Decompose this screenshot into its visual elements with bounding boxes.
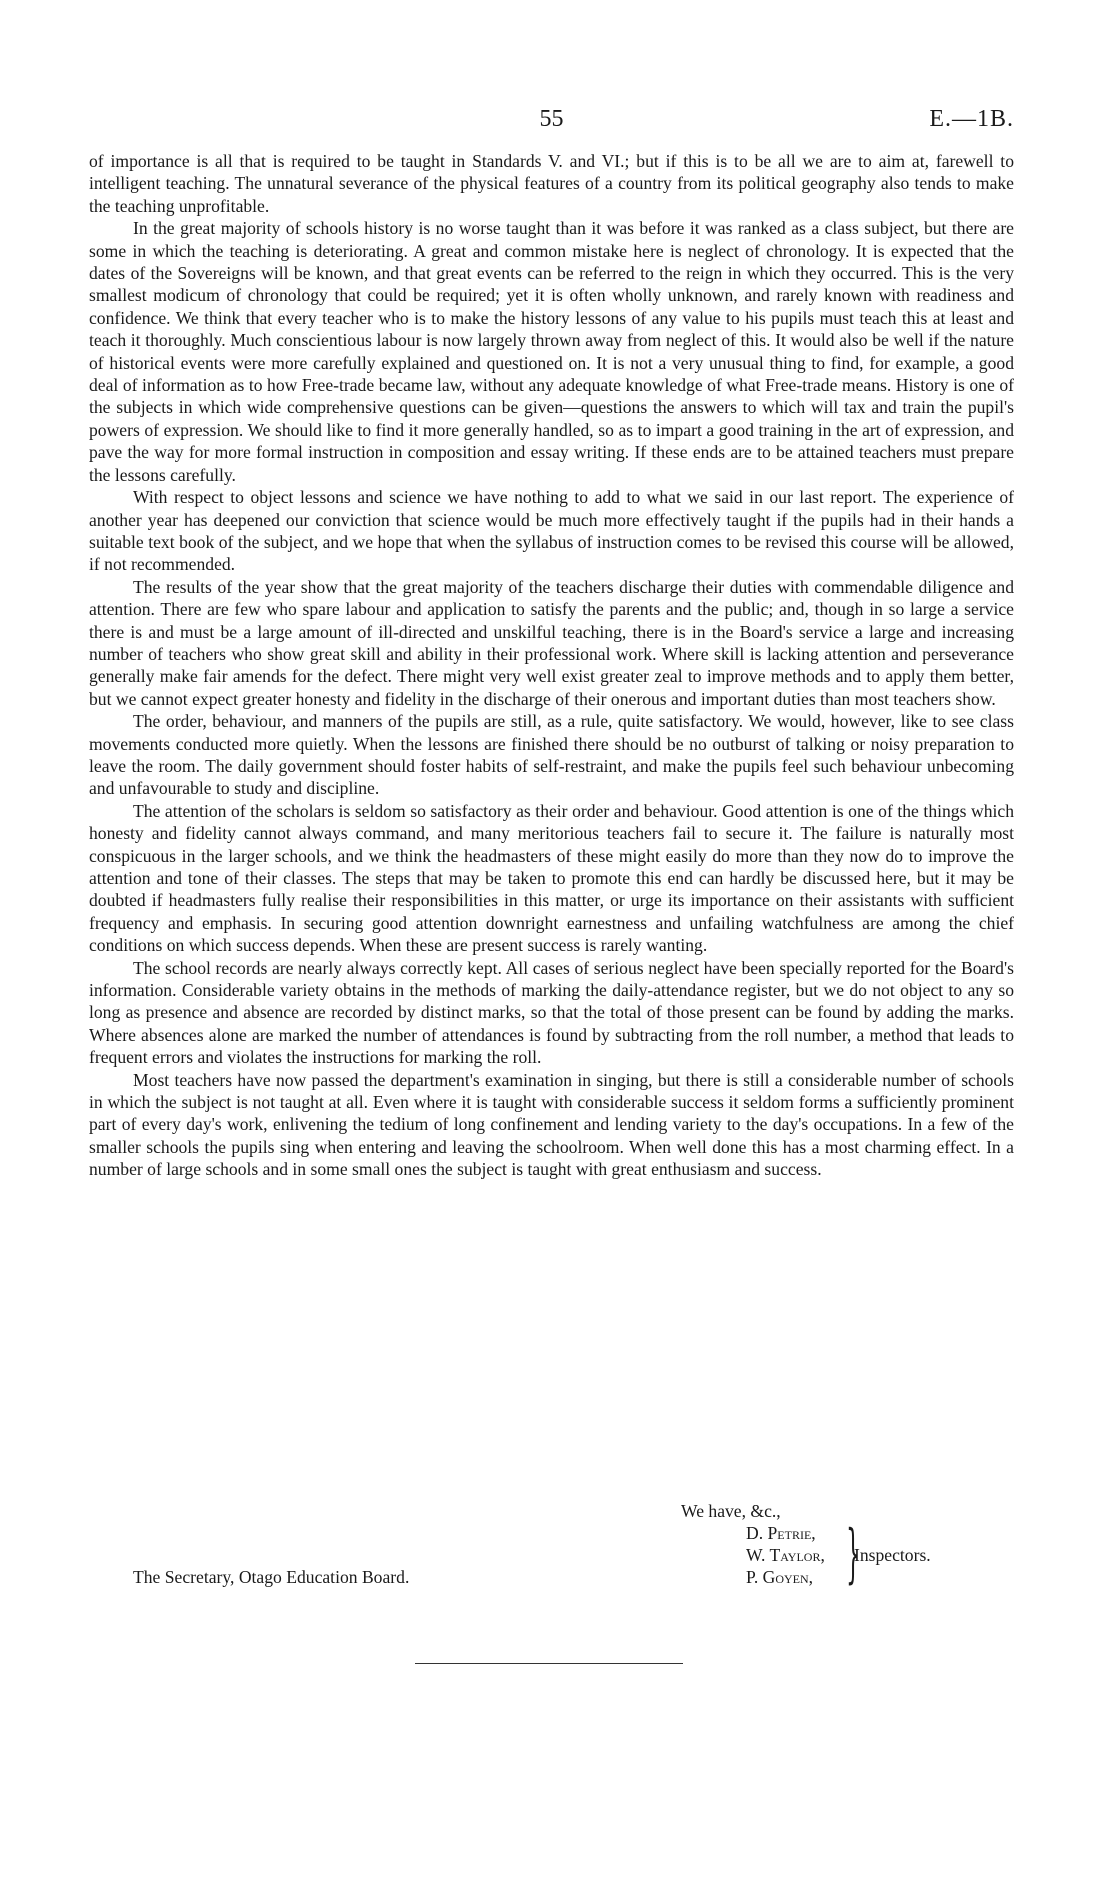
inspectors-title: Inspectors. <box>854 1545 931 1565</box>
closing-salutation: We have, &c., <box>681 1501 781 1521</box>
paragraph-object-lessons-science: With respect to object lessons and science we have nothing to add to what we said in our last report. The experience of another year has deepened our conviction that science would be much more effectively taught if the pupils had in their hands a suitable text book of the subject, and we hope that when the syllabus of instruction comes to be revised this course will be allowed, if not recommended. <box>89 487 1014 575</box>
paragraph-order-behaviour: The order, behaviour, and manners of the pupils are still, as a rule, quite satisfactory. We would, however, like to see class movements conducted more quietly. When the lessons are finished there should be no outburst of talking or noisy preparation to leave the room. The daily government should foster habits of self-restraint, and make the pupils feel such behaviour unbecoming and unfavourable to study and discipline. <box>89 711 1014 799</box>
paragraph-singing: Most teachers have now passed the department's examination in singing, but there is still a considerable number of schools in which the subject is not taught at all. Even where it is taught with considerable success it seldom forms a sufficiently prominent part of every day's work, enlivening the tedium of long confinement and lending variety to the day's occupations. In a few of the smaller schools the pupils sing when entering and leaving the schoolroom. When well done this has a most charming effect. In a number of large schools and in some small ones the subject is taught with great enthusiasm and success. <box>89 1069 1014 1180</box>
inspector-name: W. Taylor, <box>746 1545 825 1565</box>
closing-rule-divider <box>415 1663 683 1664</box>
paragraph-school-records: The school records are nearly always correctly kept. All cases of serious neglect have been specially reported for the Board's information. Considerable variety obtains in the methods of marking the daily-attendance register, but we do not object to any so long as presence and absence are recorded by distinct marks, so that the total of those present can be found by adding the marks. Where absences alone are marked the number of attendances is found by subtracting from the roll number, a method that leads to frequent errors and violates the instructions for marking the roll. <box>89 957 1014 1068</box>
paragraph-history: In the great majority of schools history is no worse taught than it was before it was ranked as a class subject, but there are some in which the teaching is deteriorating. A great and common mistake here is neglect of chronology. It is expected that the dates of the Sovereigns will be known, and that great events can be referred to the reign in which they occurred. This is the very smallest modicum of chronology that could be required; yet it is often wholly unknown, and rarely known with readiness and confidence. We think that every teacher who is to make the history lessons of any value to his pupils must teach this at least and teach it thoroughly. Much conscientious labour is now largely thrown away from neglect of this. It would also be well if the nature of historical events were more carefully explained and questioned on. It is not a very unusual thing to find, for example, a good deal of information as to how Free-trade became law, without any adequate knowledge of what Free-trade means. History is one of the subjects in which wide comprehensive questions can be given—questions the answers to which will tax and train the pupil's powers of expression. We should like to find it more generally handled, so as to impart a good training in the art of expression, and pave the way for more formal instruction in composition and essay writing. If these ends are to be attained teachers must prepare the lessons carefully. <box>89 218 1014 485</box>
paragraph-teacher-results: The results of the year show that the great majority of the teachers discharge their duties with commendable diligence and attention. There are few who spare labour and application to satisfy the parents and the public; and, though in so large a service there is and must be a large amount of ill-directed and unskilful teaching, there is in the Board's service a large and increasing number of teachers who show great skill and ability in their professional work. Where skill is lacking attention and perseverance generally make fair amends for the defect. There might very well exist greater zeal to improve methods and to apply them better, but we cannot expect greater honesty and fidelity in the discharge of their onerous and important duties than most teachers show. <box>89 576 1014 709</box>
addressee: The Secretary, Otago Education Board. <box>133 1567 410 1587</box>
inspector-name: P. Goyen, <box>746 1567 814 1587</box>
paragraph-attention: The attention of the scholars is seldom so satisfactory as their order and behaviour. Good attention is one of the things which honesty and fidelity cannot always command, and many meritorious teachers fail to secure it. The failure is naturally most conspicuous in the larger schools, and we think the headmasters of these might easily do more than they now do to improve the attention and tone of their classes. The steps that may be taken to promote this end can hardly be discussed here, but it may be doubted if headmasters fully realise their responsibilities in this matter, or urge its importance on their assistants with sufficient frequency and emphasis. In securing good attention downright earnestness and unfailing watchfulness are among the chief conditions on which success depends. When these are present success is rarely wanting. <box>89 800 1014 956</box>
document-reference: E.—1B. <box>929 106 1014 132</box>
inspector-names <box>746 1522 825 1588</box>
inspector-name: D. Petrie, <box>746 1523 816 1543</box>
paragraph-geography-continued: of importance is all that is required to be taught in Standards V. and VI.; but if this is to be all we are to aim at, farewell to intelligent teaching. The unnatural severance of the physical features of a country from its political geography also tends to make the teaching unprofitable. <box>89 151 1014 216</box>
curly-brace-icon: } <box>846 1517 861 1591</box>
page-header <box>89 106 1014 142</box>
page-number: 55 <box>539 106 564 132</box>
report-body <box>89 150 1014 1181</box>
signoff-block <box>89 1500 1014 1630</box>
